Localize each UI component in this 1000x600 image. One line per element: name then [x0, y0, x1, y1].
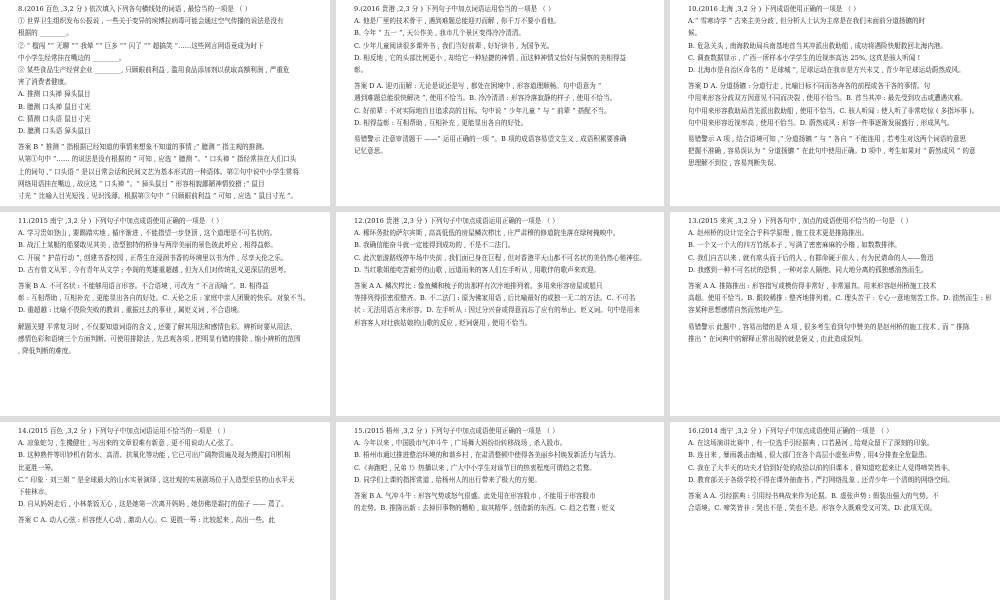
text-line: 彰 : 互相帮助 , 互相补充 , 更能显出各自的好处。C. 天伦之乐 : 家庭中亲人团聚的快乐。对象不当。 [18, 294, 310, 303]
text-line: B. 危急关头 , 南海救助局兵南基地首当其冲派出救助船 , 成功将遇险快艇救回北海内港。 [688, 41, 947, 50]
text-line: A. 在这场演讲比赛中 , 有一位选手引经据典 , 口若悬河 , 给观众留下了深刻的印象。 [688, 439, 934, 448]
tip-line: 解题关键 平常复习时 , 不仅要知道词语的含义 , 还要了解其用法和感情色彩。辨析时要从用法、 [18, 322, 297, 331]
text-line: 害了消费者健康。 [18, 78, 71, 87]
text-line: 从第①句中 “…… 的说法是没有根据的 ” 可知 , 应选 “ 臆测 ”。“ 口头禅 ” 指经常挂在人们口头 [18, 155, 297, 164]
question-card-13 [670, 212, 1000, 416]
text-line: B. 梧州市通过推进整治环境的和谐乡村 , 在肃清整顿中使得各美丽乡村焕发新活力与活力。 [354, 451, 620, 460]
text-line: 寸光 ” 比喻人目光短浅 , 见识浅薄。根据第③句中 “ 只顾眼前利益 ” 可知 , 应选 “ 鼠目寸光 ”。 [18, 192, 298, 201]
text-line: 彰。 [354, 66, 368, 75]
text-line: A. 推测 口头禅 獐头鼠目 [18, 90, 91, 99]
text-line: 句中用来形容救助局首先派出救助船 , 使用不恰当。C. 骇人听闻 : 使人听了非常吃惊 ( 多指坏事 )。 [688, 106, 979, 115]
text-line: 记忆意思。 [354, 147, 387, 156]
text-line: C. 开展 “ 护苗行动 ”, 创建书香校园 , 正帮生在浸润书香的环境里以书为伴 , 尽享天伦之乐。 [18, 253, 288, 262]
text-line: 根据的 ________。 [18, 29, 73, 38]
question-card-12 [336, 212, 664, 416]
text-line: 上的词句 ,“ 口头语 ” 是以日常会话和民间文艺为基本形式的一种语体。第②句中说中小学生常将 [18, 167, 299, 176]
question-card-14 [0, 422, 330, 600]
text-line: A. 凉象蛇匀 , 生機健壮 , 写出来的文章很难有新意 , 更不用说动人心弦了。 [18, 439, 238, 448]
text-line: 状 : 无法用语言来形容。D. 左手听从 : 因过分兴奋或得意而忘了应有的举止。贬义词。句中是用来 [354, 306, 640, 315]
text-line: C.《奔跑吧 , 兄弟 !》热播以来 , 广大中小学生对该节目的热衷程度可谓趋之若鹜。 [354, 463, 596, 472]
text-line: 思理解不到位 , 容易判断失误。 [688, 159, 781, 168]
text-line: 把握不准确 , 容易误认为 “ 分道扬镳 ” 在此句中使用正确。D 项中 , 考生如果对 “ 蔚然成风 ” 的意 [688, 147, 976, 156]
question-card-15 [336, 422, 664, 600]
text-line: 形容客人对壮族姑娘的山歌的反应 , 贬词褒用 , 使用不恰当。 [354, 318, 532, 327]
text-line: A. 学习贵如登山 , 要踢踏实地 , 循序渐进 , 不能指望一步登顶 , 这个道理是不可名状的。 [18, 229, 277, 238]
text-line: B. 一个又一个大的四方竹纸本子 , 写满了密密麻麻的小楷 , 如数数排律。 [688, 241, 901, 250]
text-line: ② “ 榴闯 ”“ 无聊 ”“ 我晕 ”“ 巨多 ”“ 闪了 ”“ 超搞笑 ”……这些网言网语竟成为时下 [18, 41, 264, 50]
text-line: D. 臆测 口头语 獐头鼠目 [18, 127, 91, 136]
text-line: C. 此次旅游路线停车场中央前 , 我们面已身在巨程 , 但对香港平天山都不可名状的美仍然心驰神往。 [354, 253, 646, 262]
text-line: C.“ 印象 · 刘三姐 ” 是全球最大的山水实景演绎 , 这壮观的实景剧场位于人造型至县的山水平天 [18, 475, 295, 484]
text-line: 网络用语挂在嘴边 , 故应选 “ 口头禅 ”。“ 獐头鼠目 ” 形容相貌鄙陋神情狡猾 ;“ 鼠目 [18, 179, 265, 188]
text-line: D. 同学们上课的指挥赏道 , 给杨州人的出行带来了极大的方便。 [354, 475, 541, 484]
text-line: 中小学生经常挂在嘴边的 ________。 [18, 53, 126, 62]
answer-line: 答案 A A. 引经据典 : 引用经书典故来作为论据。B. 虚张声势 : 假装出强大的气势。不 [688, 492, 939, 501]
text-line: C. 我在了大半天的功夫才恰到好处的收拾以前的旧课本 , 谁知道吃起来让人觉得啼笑皆非。 [688, 463, 954, 472]
text-line: D. 当红歌姐能吃苦耐劳的山歌 , 远道而来的客人们左手听从 , 用歌伴的歌声来欢迎。 [354, 265, 601, 274]
text-line: D. 自从妈妈走后 , 小林茶饭无心 , 这是她第一次离开妈妈 , 她仿佛是霜打的茄子 —— 蔫了。 [18, 500, 288, 509]
text-line: 高超。使用不恰当。B. 跟较稀推 : 整齐地排列着。C. 理头苦干 : 专心一意地刻苦工作。D. 油然而生 : 形 [688, 294, 992, 303]
text-line: 的走势。B. 推陈出新 : 去掉旧事物的糟粕 , 取其精华 , 创造新的东西。C. 趋之若鹜 : 贬义 [354, 504, 616, 513]
answer-line: 答案 D A. 分道扬镳 : 分道行走 , 比喻目标不同而各奔各的前程或各干各的事情。句 [688, 82, 931, 91]
question-stem: 12.(2016 贵港 ,2,3 分 ) 下列句子中加点成语运用正确的一项是 （ ） [354, 217, 559, 225]
text-line: C. 调查数据显示 , 广西一所样本小学学生的近视率高达 25%, 这真是骇人听闻 ! [688, 53, 921, 62]
text-line: 感情色彩和语境三个方面判断。可使用排除法 , 先总观各项 , 把明显有错的排除 , 缩小辨析的范围 [18, 334, 301, 343]
text-line: 合语境。C. 啼笑皆非 : 哭也不是 , 笑也不是。形容令人既难受又可笑。D. 此项无误。 [688, 504, 937, 513]
text-line: 容某种思想感情自然而然地产生。 [688, 306, 787, 315]
text-line: D. 北海市是自治区命名的 “ 足球城 ”, 足球运动在我市是方兴未艾 , 青少年足球运动蔚然成风。 [688, 66, 965, 75]
tip-line: 易错警示 此题中 , 容易出错的是 A 项 , 很多考生看到句中赞美的是赵州桥的施工技术 , 而 “ 推陈 [688, 322, 970, 331]
question-card-16 [670, 422, 1000, 600]
answer-line: 答案 B “ 推测 ” 指根据已经知道的事情来想象不知道的事情 ;“ 臆测 ” 指主观的推测。 [18, 143, 269, 152]
text-line: B. 连日来 , 暴雨袭击南城 , 很大部门在各个高层小虚张声势 , 用4分排查全危隐患。 [688, 451, 932, 460]
text-line: 等排列得很密很整齐。B. 不二法门 : 原为佛家用语 , 后比喻最好的或独一无二的方法。C. 不可名 [354, 294, 636, 303]
text-line: B. 臆测 口头禅 鼠目寸光 [18, 102, 91, 111]
text-line: ① 世界卫生组织发布公报说 , 一些关于变异的埃博拉病毒可能会通过空气传播的说法是没有 [18, 17, 284, 26]
text-line: , 降低判断的难度。 [18, 347, 75, 356]
question-stem: 16.(2014 南宁 ,3,2 分 ) 下列句子中加点成语使用正确的一项是 （ ） [688, 427, 893, 435]
text-line: C. 我们自古以来 , 就有席头而于后的人 , 有群命硬于前人 , 有为民请命的人——鲁迅 [688, 253, 934, 262]
answer-line: 答案 B A. 气冲斗牛 : 形容气势或怒气很盛。此处用在形容股市 , 不能用于形容股市 [354, 492, 596, 501]
text-line: 句中用来形容近视率高 , 使用不恰当。D. 蔚然成风 : 形容一件事逐渐发展盛行 , 形成风气。 [688, 118, 954, 127]
text-line: D. 教育部关于各级学校不得在课外抽查书 , 严打网络乱象 , 还青少年一个清朗的网络空间。 [688, 475, 954, 484]
question-card-9 [336, 0, 664, 206]
text-line: 下桂林市。 [18, 488, 51, 497]
question-stem: 9.(2016 贵港 ,2,3 分 ) 下列句子中加点词语运用恰当的一项是 （ ） [354, 5, 555, 13]
text-line: D. 相反地 , 它的头部比例更小 , 却给它一种轻捷的神情 , 而这种神情又恰好与洞察的美相得益 [354, 53, 627, 62]
answer-line: 答案 A A. 鳞次栉比 : 像鱼鳞和梳子的齿那样有次序地排列着。多用来形容房屋或船只 [354, 282, 603, 291]
question-stem: 15.(2015 梧州 ,3,2 分 ) 下列句子中加点成语使用正确的一项是 （ ） [354, 427, 559, 435]
question-stem: 11.(2015 南宁 ,3,2 分 ) 下列句子中加点成语使用正确的一项是 （ ） [18, 217, 223, 225]
text-line: 推出 ” 在词典中的解释正常出现的就是褒义 , 由此造成误判。 [688, 334, 867, 343]
question-stem: 8.(2016 百色 ,3,2 分 ) 依次填入下列各句横线处的词语 , 最恰当的一项是 （ ） [18, 5, 252, 13]
text-line: D. 相得益彰 : 互相帮助 , 互相补充 , 更能显出各自的好处。 [354, 118, 528, 127]
answer-line: 答案 B A. 不可名状 : 不能够用语言形容。不合语境 , 可改为 “ 不言而喻 ”。B. 相得益 [18, 282, 269, 291]
text-line: 候。 [688, 29, 702, 38]
question-card-10 [670, 0, 1000, 206]
text-line: B. 今年 “ 五一 ”, 天公作美 , 我市几个景区变得冷冷清清。 [354, 29, 526, 38]
text-line: A.“ 雪寒诗学 ” 古来主美分歧 , 但分析人士认为主席是在我们未面前分道扬镳的时 [688, 17, 926, 26]
question-stem: 14.(2015 百色 ,3,2 分 ) 下列句子中加点词语运用不恰当的一项是 （ ） [18, 427, 230, 435]
text-line: A. 赵州桥的设计完全合乎科学原理 , 施工技术更是推陈推出。 [688, 229, 869, 238]
text-line: 遇到难题总能很快解决 ”, 使用不恰当。B. 冷冷清清 : 形容冷落寂静的样子 , 使用不恰当。 [354, 94, 617, 103]
text-line: A. 稀环务批的萨尔宾斯 , 高高低低的房屋鳞次栉比 , 庄严肃穆的修道院坐落在绿树掩映中。 [354, 229, 620, 238]
text-line: C. 好前辈 : 不对实际地盲目追求高的目标。句中说 “ 少年儿童 ” 与 “ 前辈 ” 搭配不当。 [354, 106, 611, 115]
text-line: 比更胜一筹。 [18, 463, 58, 472]
text-line: 中用来形容分歧双方因意见不同而决裂 , 使用不恰当。B. 首当其冲 : 最先受到攻击或遭遇灾难。 [688, 94, 967, 103]
text-line: B. 这种熟件等印钞机有防水、高清、抗氧化等功能 , 它已可出广阔物资遍及现为摸需打印机相 [18, 451, 291, 460]
tip-line: 易错警示 注意审清题干 ——“ 运用正确的一项 ”。B 项的成语容易望文生义 , 成语积累要准确 [354, 135, 627, 144]
answer-line: 答案 C A. 动人心弦 : 形容使人心动 , 激动人心。C. 更胜一筹 : 比较起来 , 高出一些。此 [18, 516, 276, 525]
text-line: ③ 某些食品生产经营企业 ________, 只顾眼前利益 , 滥用食品添加剂以获取高额利润 , 严重危 [18, 66, 290, 75]
text-line: D. 古有曾文从军 , 今有青年从文学 ; 李阁的英雄重超越 , 但为人们对传统礼义更深层的思考。 [18, 265, 291, 274]
text-line: C. 少年儿童阅读很多课外书 , 我们当好前辈 , 好好读书 , 为国争光。 [354, 41, 554, 50]
question-stem: 13.(2015 来宾 ,3,2 分 ) 下列各句中 , 加点的成语使用不恰当的一句是 （ ） [688, 217, 913, 225]
question-stem: 10.(2016 北海 ,3,2 分 ) 下列成语使用正确的一项是 （ ） [688, 5, 860, 13]
text-line: A. 今年以来 , 中国股市气冲斗牛 , 广场舞大妈纷纷转移战场 , 杀入股市。 [354, 439, 567, 448]
tip-line: 易错警示 A 项 , 结合语境可知 ,“ 分道扬镳 ” 与 “ 各自 ” 不能连用 , 若考生对这两个词语的意思 [688, 135, 967, 144]
answer-line: 答案 D A. 迎刃而解 : 无论是说还是写 , 都处在困境中 , 形容道理顺畅。句中语意为 “ [354, 82, 602, 91]
question-card-11 [0, 212, 330, 416]
text-line: D. 我感到一种不可名状的恐惧 , 一种对亲人隔绝、同大地分离的孤独感油然而生。 [688, 265, 928, 274]
text-line: B. 战江上某艇的船要敢见其美 , 造型独特的桥身与两岸美丽的景色彼此呼应 , 相得益彰。 [18, 241, 277, 250]
text-line: C. 猜测 口头语 鼠目寸光 [18, 114, 91, 123]
text-line: D. 重超越 : 比喻不畏险失败的教训 , 重振过去的事业 , 属贬义词 , 不合语境。 [18, 306, 244, 315]
text-line: B. 我确信能奋斗就一定能得到成功的 , 不是不二法门。 [354, 241, 515, 250]
question-card-8 [0, 0, 330, 206]
text-line: A. 他是厂里的技术骨干 , 遇到难题总能迎刃而解 , 你千万不要小看他。 [354, 17, 561, 26]
answer-line: 答案 A A. 推陈推出 : 形容措写或模仿得非常好 , 非常逼真。用来形容赵州桥施工技术 [688, 282, 937, 291]
